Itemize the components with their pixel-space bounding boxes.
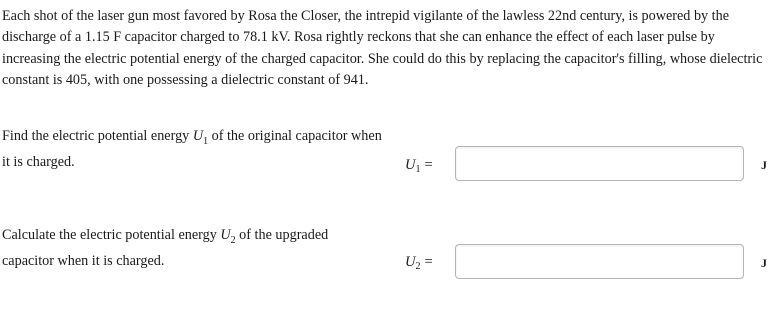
answer-1-input[interactable]: [455, 146, 744, 181]
question-2-variable-subscript: 2: [230, 234, 236, 246]
answer-1-label-equals: =: [424, 157, 433, 173]
question-2-text: [2, 225, 382, 272]
answer-2-label: [405, 254, 433, 272]
question-1-text: [2, 126, 382, 173]
question-1-variable-subscript: 1: [203, 135, 209, 147]
question-1-text-before: Find the electric potential energy: [2, 128, 193, 144]
answer-1-label: [405, 157, 433, 175]
problem-statement: Each shot of the laser gun most favored by Rosa the Closer, the intrepid vigilante of the lawless 22nd century, is powered by the discharge of a 1.15 F capacitor charged to 78.1 kV. Rosa rightly reckons that she can enhance the effect of each laser pulse by increasing the electric potential energy of the charged capacitor. She could do this by replacing the capacitor's filling, whose dielectric constant is 405, with one possessing a dielectric constant of 941.: [2, 8, 763, 88]
answer-2-label-variable: U: [405, 254, 416, 270]
question-2-text-before: Calculate the electric potential energy: [2, 227, 221, 243]
question-1-variable: U: [192, 128, 204, 144]
answer-2-input[interactable]: [455, 244, 744, 279]
question-2-variable: U: [220, 227, 231, 243]
answer-2-label-subscript: 2: [415, 261, 421, 272]
answer-1-label-subscript: 1: [415, 164, 421, 175]
answer-1-label-variable: U: [405, 157, 416, 173]
answer-2-unit: J: [761, 256, 767, 270]
question-1-text-after: of the original capacitor when it is charged.: [2, 128, 382, 170]
answer-1-unit: J: [761, 158, 767, 172]
question-2-text-after: of the upgraded capacitor when it is charged.: [2, 227, 329, 269]
answer-2-label-equals: =: [424, 254, 433, 270]
